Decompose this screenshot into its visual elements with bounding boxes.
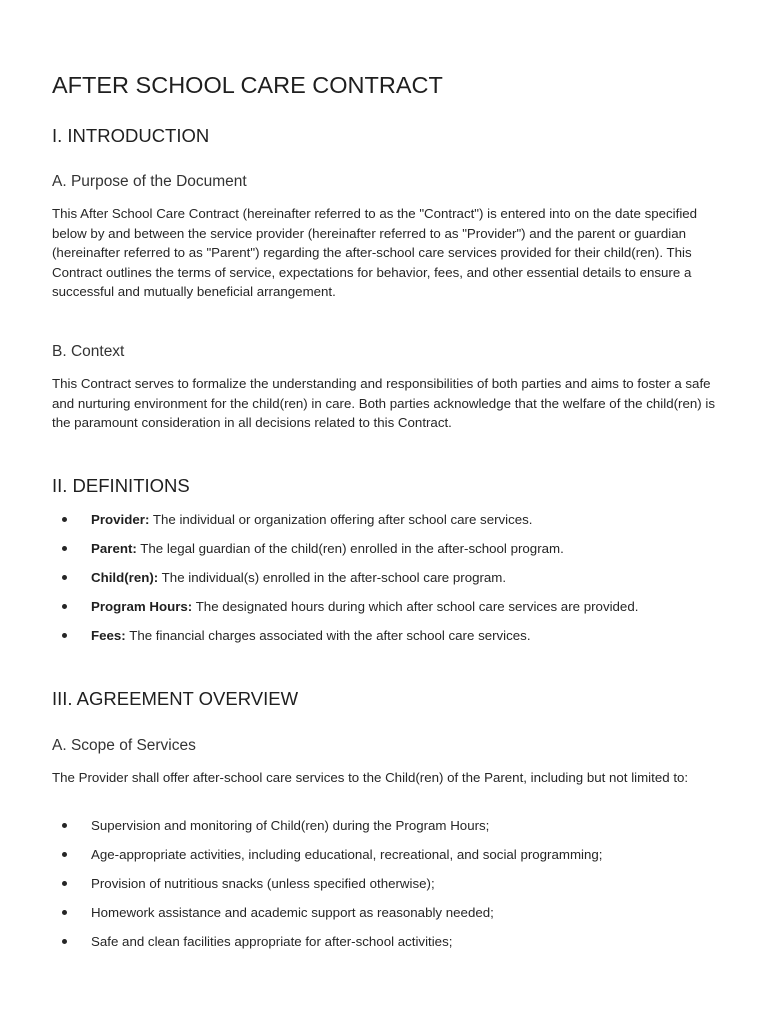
bullet-icon: [62, 823, 67, 828]
bullet-icon: [62, 852, 67, 857]
scope-item-text: Age-appropriate activities, including educational, recreational, and social programming;: [91, 847, 603, 863]
bullet-icon: [62, 939, 67, 944]
scope-item: [52, 874, 724, 894]
definitions-list: [52, 510, 724, 655]
subsection-heading-scope: A. Scope of Services: [52, 737, 196, 754]
bullet-icon: [62, 604, 67, 609]
bullet-icon: [62, 881, 67, 886]
document-title: AFTER SCHOOL CARE CONTRACT: [52, 72, 443, 98]
scope-item-text: Supervision and monitoring of Child(ren) during the Program Hours;: [91, 818, 490, 833]
definition-term: Provider:: [91, 512, 150, 527]
context-paragraph: This Contract serves to formalize the understanding and responsibilities of both parties and aims to foster a safe and nurturing environment for the child(ren) in care. Both parties acknowledge that the welfare of the child(ren) is the paramount consideration in all decisions related to this Contract.: [52, 376, 715, 431]
section-heading-introduction: I. INTRODUCTION: [52, 125, 210, 146]
definition-text: The designated hours during which after school care services are provided.: [192, 599, 639, 615]
definition-term: Fees:: [91, 628, 126, 644]
definition-term: Parent:: [91, 541, 137, 557]
bullet-icon: [62, 575, 67, 580]
subsection-heading-purpose: A. Purpose of the Document: [52, 173, 247, 190]
definition-term: Child(ren):: [91, 570, 159, 586]
bullet-icon: [62, 517, 67, 522]
scope-item: [52, 932, 724, 952]
purpose-paragraph: This After School Care Contract (hereinafter referred to as the "Contract") is entered into on the date specified below by and between the service provider (hereinafter referred to as "Provider") and the parent or guardian (hereinafter referred to as "Parent") regarding the after-school care services provided for their child(ren). This Contract outlines the terms of service, expectations for behavior, fees, and other essential details to ensure a successful and mutually beneficial arrangement.: [52, 206, 698, 300]
definition-item: [52, 597, 724, 617]
scope-item: [52, 845, 724, 865]
definition-item: [52, 626, 724, 646]
definition-item: [52, 510, 724, 530]
definition-text: The legal guardian of the child(ren) enrolled in the after-school program.: [136, 541, 564, 557]
subsection-heading-context: B. Context: [52, 343, 125, 360]
scope-intro-paragraph: The Provider shall offer after-school care services to the Child(ren) of the Parent, including but not limited to:: [52, 770, 689, 785]
scope-item: [52, 816, 724, 836]
definition-item: [52, 568, 724, 588]
definition-text: The financial charges associated with the after school care services.: [125, 628, 531, 644]
definition-term: Program Hours:: [91, 599, 193, 615]
definition-text: The individual(s) enrolled in the after-school care program.: [158, 570, 507, 586]
scope-item: [52, 903, 724, 923]
definition-item: [52, 539, 724, 559]
scope-item-text: Homework assistance and academic support as reasonably needed;: [91, 905, 494, 921]
scope-list: [52, 816, 724, 961]
definition-text: The individual or organization offering after school care services.: [149, 512, 533, 527]
bullet-icon: [62, 910, 67, 915]
section-heading-definitions: II. DEFINITIONS: [52, 475, 190, 496]
bullet-icon: [62, 633, 67, 638]
section-heading-agreement-overview: III. AGREEMENT OVERVIEW: [52, 688, 299, 709]
scope-item-text: Provision of nutritious snacks (unless specified otherwise);: [91, 876, 435, 892]
scope-item-text: Safe and clean facilities appropriate for after-school activities;: [91, 934, 453, 950]
bullet-icon: [62, 546, 67, 551]
